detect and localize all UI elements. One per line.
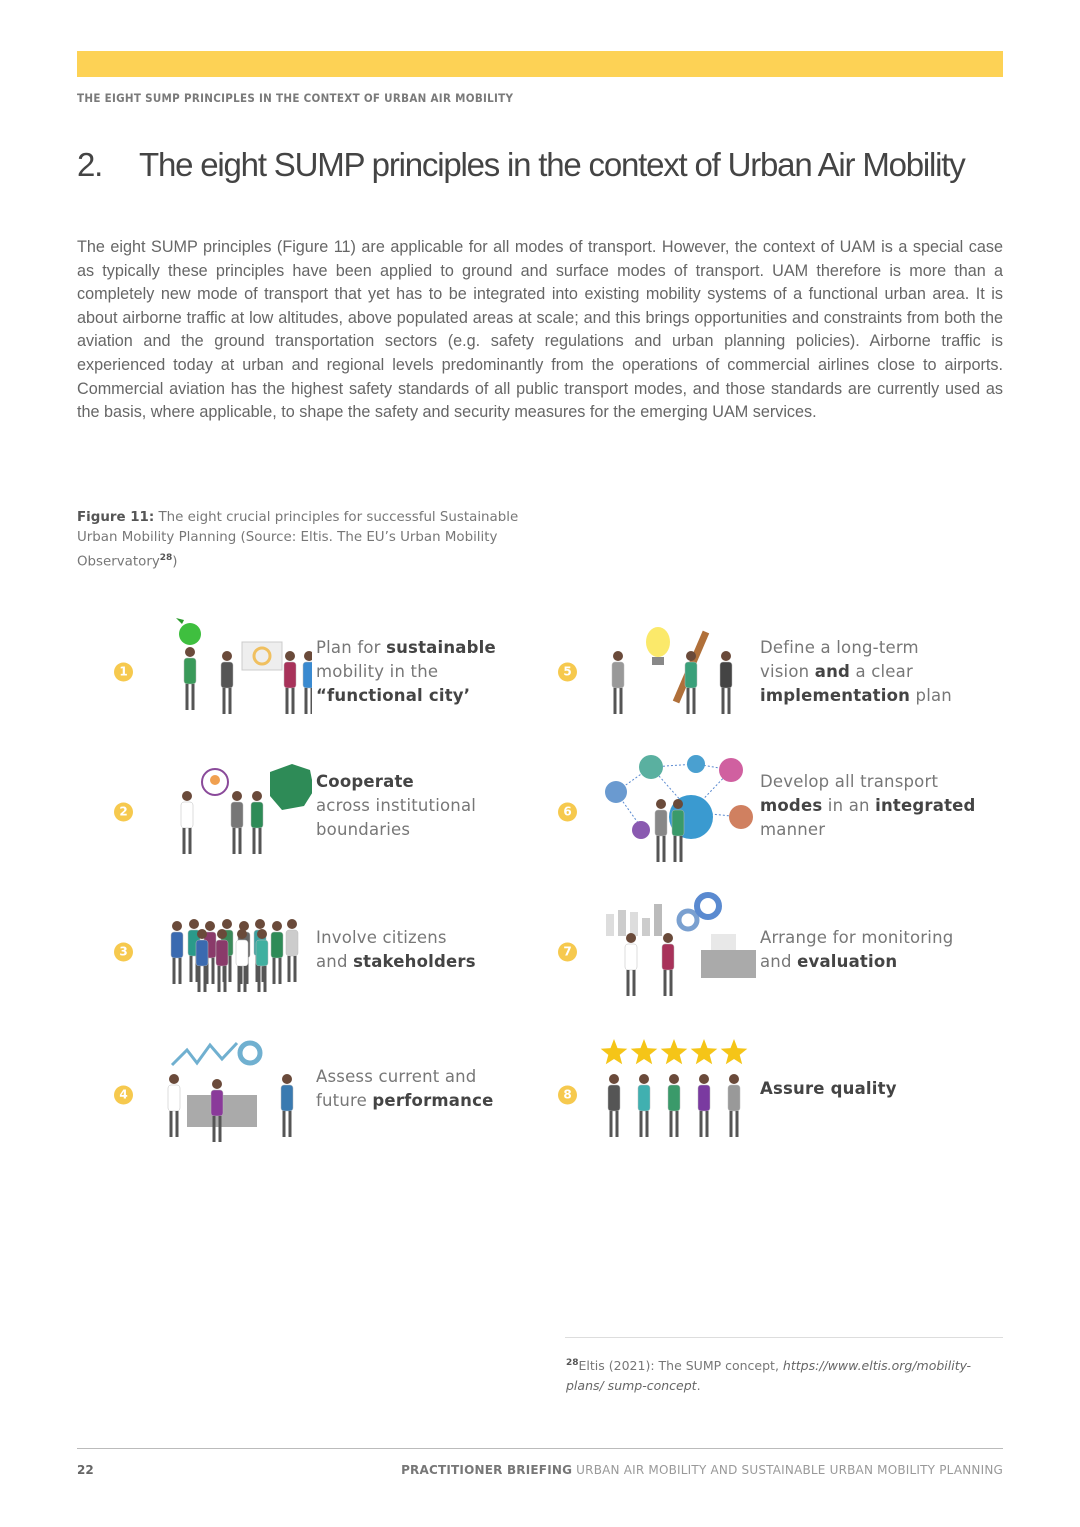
monitoring-gears-desk-illustration <box>596 892 756 1002</box>
people-presenting-green-globe-illustration <box>152 612 312 722</box>
principle-text-bold: sustainable <box>386 638 496 657</box>
principle-number-badge: 6 <box>558 803 577 822</box>
principle-text-regular: Define a long-term vision <box>760 638 919 681</box>
figure-label: Figure 11: <box>77 510 155 525</box>
caption-end: ) <box>172 554 178 570</box>
principle-text-regular: Plan for <box>316 638 387 657</box>
principle-text <box>760 770 976 842</box>
principle-text-regular: Develop all transport <box>760 772 939 791</box>
principle-text-regular: a clear <box>850 662 913 681</box>
principle-number-badge: 7 <box>558 943 577 962</box>
footer-publication <box>401 1463 1003 1477</box>
principle-text <box>760 926 953 974</box>
principle-text-regular: Arrange for monitoring and <box>760 928 954 971</box>
principle-text-regular: in an <box>822 796 876 815</box>
footnote-text: Eltis (2021): The SUMP concept, <box>578 1358 783 1374</box>
principle-number-badge: 5 <box>558 663 577 682</box>
principle-text-bold: implementation <box>760 686 911 705</box>
principle-number-badge: 3 <box>114 943 133 962</box>
chapter-number: 2. <box>77 146 103 183</box>
principle-text-bold: Cooperate <box>316 772 414 791</box>
people-assessing-graph-illustration <box>152 1035 312 1145</box>
principle-1 <box>114 612 554 732</box>
figure-caption <box>77 508 527 572</box>
principle-text-bold: and <box>814 662 851 681</box>
principle-8 <box>558 1035 998 1155</box>
principle-text <box>316 1065 493 1113</box>
people-cooperating-map-illustration <box>152 752 312 862</box>
principle-text <box>316 636 496 708</box>
principle-number-badge: 4 <box>114 1086 133 1105</box>
principle-text-regular: Involve citizens and <box>316 928 447 971</box>
principle-text-bold: “functional city’ <box>316 686 471 705</box>
principle-text-regular: across institutional boundaries <box>316 796 477 839</box>
principle-text <box>760 636 952 708</box>
people-holding-stars-illustration <box>596 1035 756 1145</box>
principle-text-regular: manner <box>760 820 826 839</box>
chapter-title: The eight SUMP principles in the context of Urban Air Mobility <box>139 146 965 183</box>
footnote <box>566 1353 1006 1396</box>
principle-text-regular: plan <box>910 686 952 705</box>
principle-text-bold: evaluation <box>797 952 898 971</box>
header-accent-bar <box>77 51 1003 77</box>
principle-number-badge: 1 <box>114 663 133 682</box>
principle-text-regular: mobility in the <box>316 662 439 681</box>
transport-network-globe-illustration <box>596 752 756 862</box>
principle-6 <box>558 752 998 872</box>
footnote-link[interactable]: https://www.eltis.org/mobility-plans/ sump-concept <box>566 1358 972 1394</box>
principle-text <box>760 1077 897 1101</box>
principle-text <box>316 770 476 842</box>
people-with-telescope-lightbulb-illustration <box>596 612 756 722</box>
footer-divider <box>77 1448 1003 1449</box>
footnote-ref[interactable]: 28 <box>159 553 173 563</box>
principle-text-regular: Assess current and future <box>316 1067 477 1110</box>
principle-2 <box>114 752 554 872</box>
running-head: THE EIGHT SUMP PRINCIPLES IN THE CONTEXT OF URBAN AIR MOBILITY <box>77 91 514 105</box>
principle-7 <box>558 892 998 1012</box>
crowd-of-citizens-illustration <box>152 892 312 1002</box>
principle-4 <box>114 1035 554 1155</box>
principle-text <box>316 926 476 974</box>
principle-3 <box>114 892 554 1012</box>
principle-number-badge: 8 <box>558 1086 577 1105</box>
footer-publication-bold: PRACTITIONER BRIEFING <box>401 1463 573 1477</box>
page-number: 22 <box>77 1463 94 1477</box>
principle-text-bold: performance <box>372 1091 494 1110</box>
principle-text-bold: integrated <box>875 796 976 815</box>
principle-text-bold: modes <box>760 796 823 815</box>
footnote-divider <box>565 1337 1003 1338</box>
principle-number-badge: 2 <box>114 803 133 822</box>
footer-publication-rest: URBAN AIR MOBILITY AND SUSTAINABLE URBAN MOBILITY PLANNING <box>572 1463 1003 1477</box>
principle-text-bold: Assure quality <box>760 1079 897 1098</box>
figure-caption-text: The eight crucial principles for successful Sustainable Urban Mobility Planning (Source: Eltis. The EU’s Urban Mobility Observatory <box>77 510 519 570</box>
chapter-heading <box>77 146 965 184</box>
footnote-end: . <box>696 1378 701 1394</box>
principle-text-bold: stakeholders <box>353 952 476 971</box>
footnote-number: 28 <box>566 1358 579 1368</box>
principle-5 <box>558 612 998 732</box>
body-paragraph: The eight SUMP principles (Figure 11) are applicable for all modes of transport. However, the context of UAM is a special case as typically these principles have been applied to ground and surface modes of transport. UAM therefore is more than a completely new mode of transport that yet has to be integrated into existing mobility systems of a functional urban area. It is about airborne traffic at low altitudes, above populated areas at scale; and this brings opportunities and constraints from both the aviation and the ground transportation sectors (e.g. safety regulations and urban planning policies). Airborne traffic is experienced today at urban and regional levels predominantly from the operations of commercial airlines close to airports. Commercial aviation has the highest safety standards of all public transport modes, and those standards are currently used as the basis, where applicable, to shape the safety and security measures for the emerging UAM services. <box>77 238 1003 422</box>
